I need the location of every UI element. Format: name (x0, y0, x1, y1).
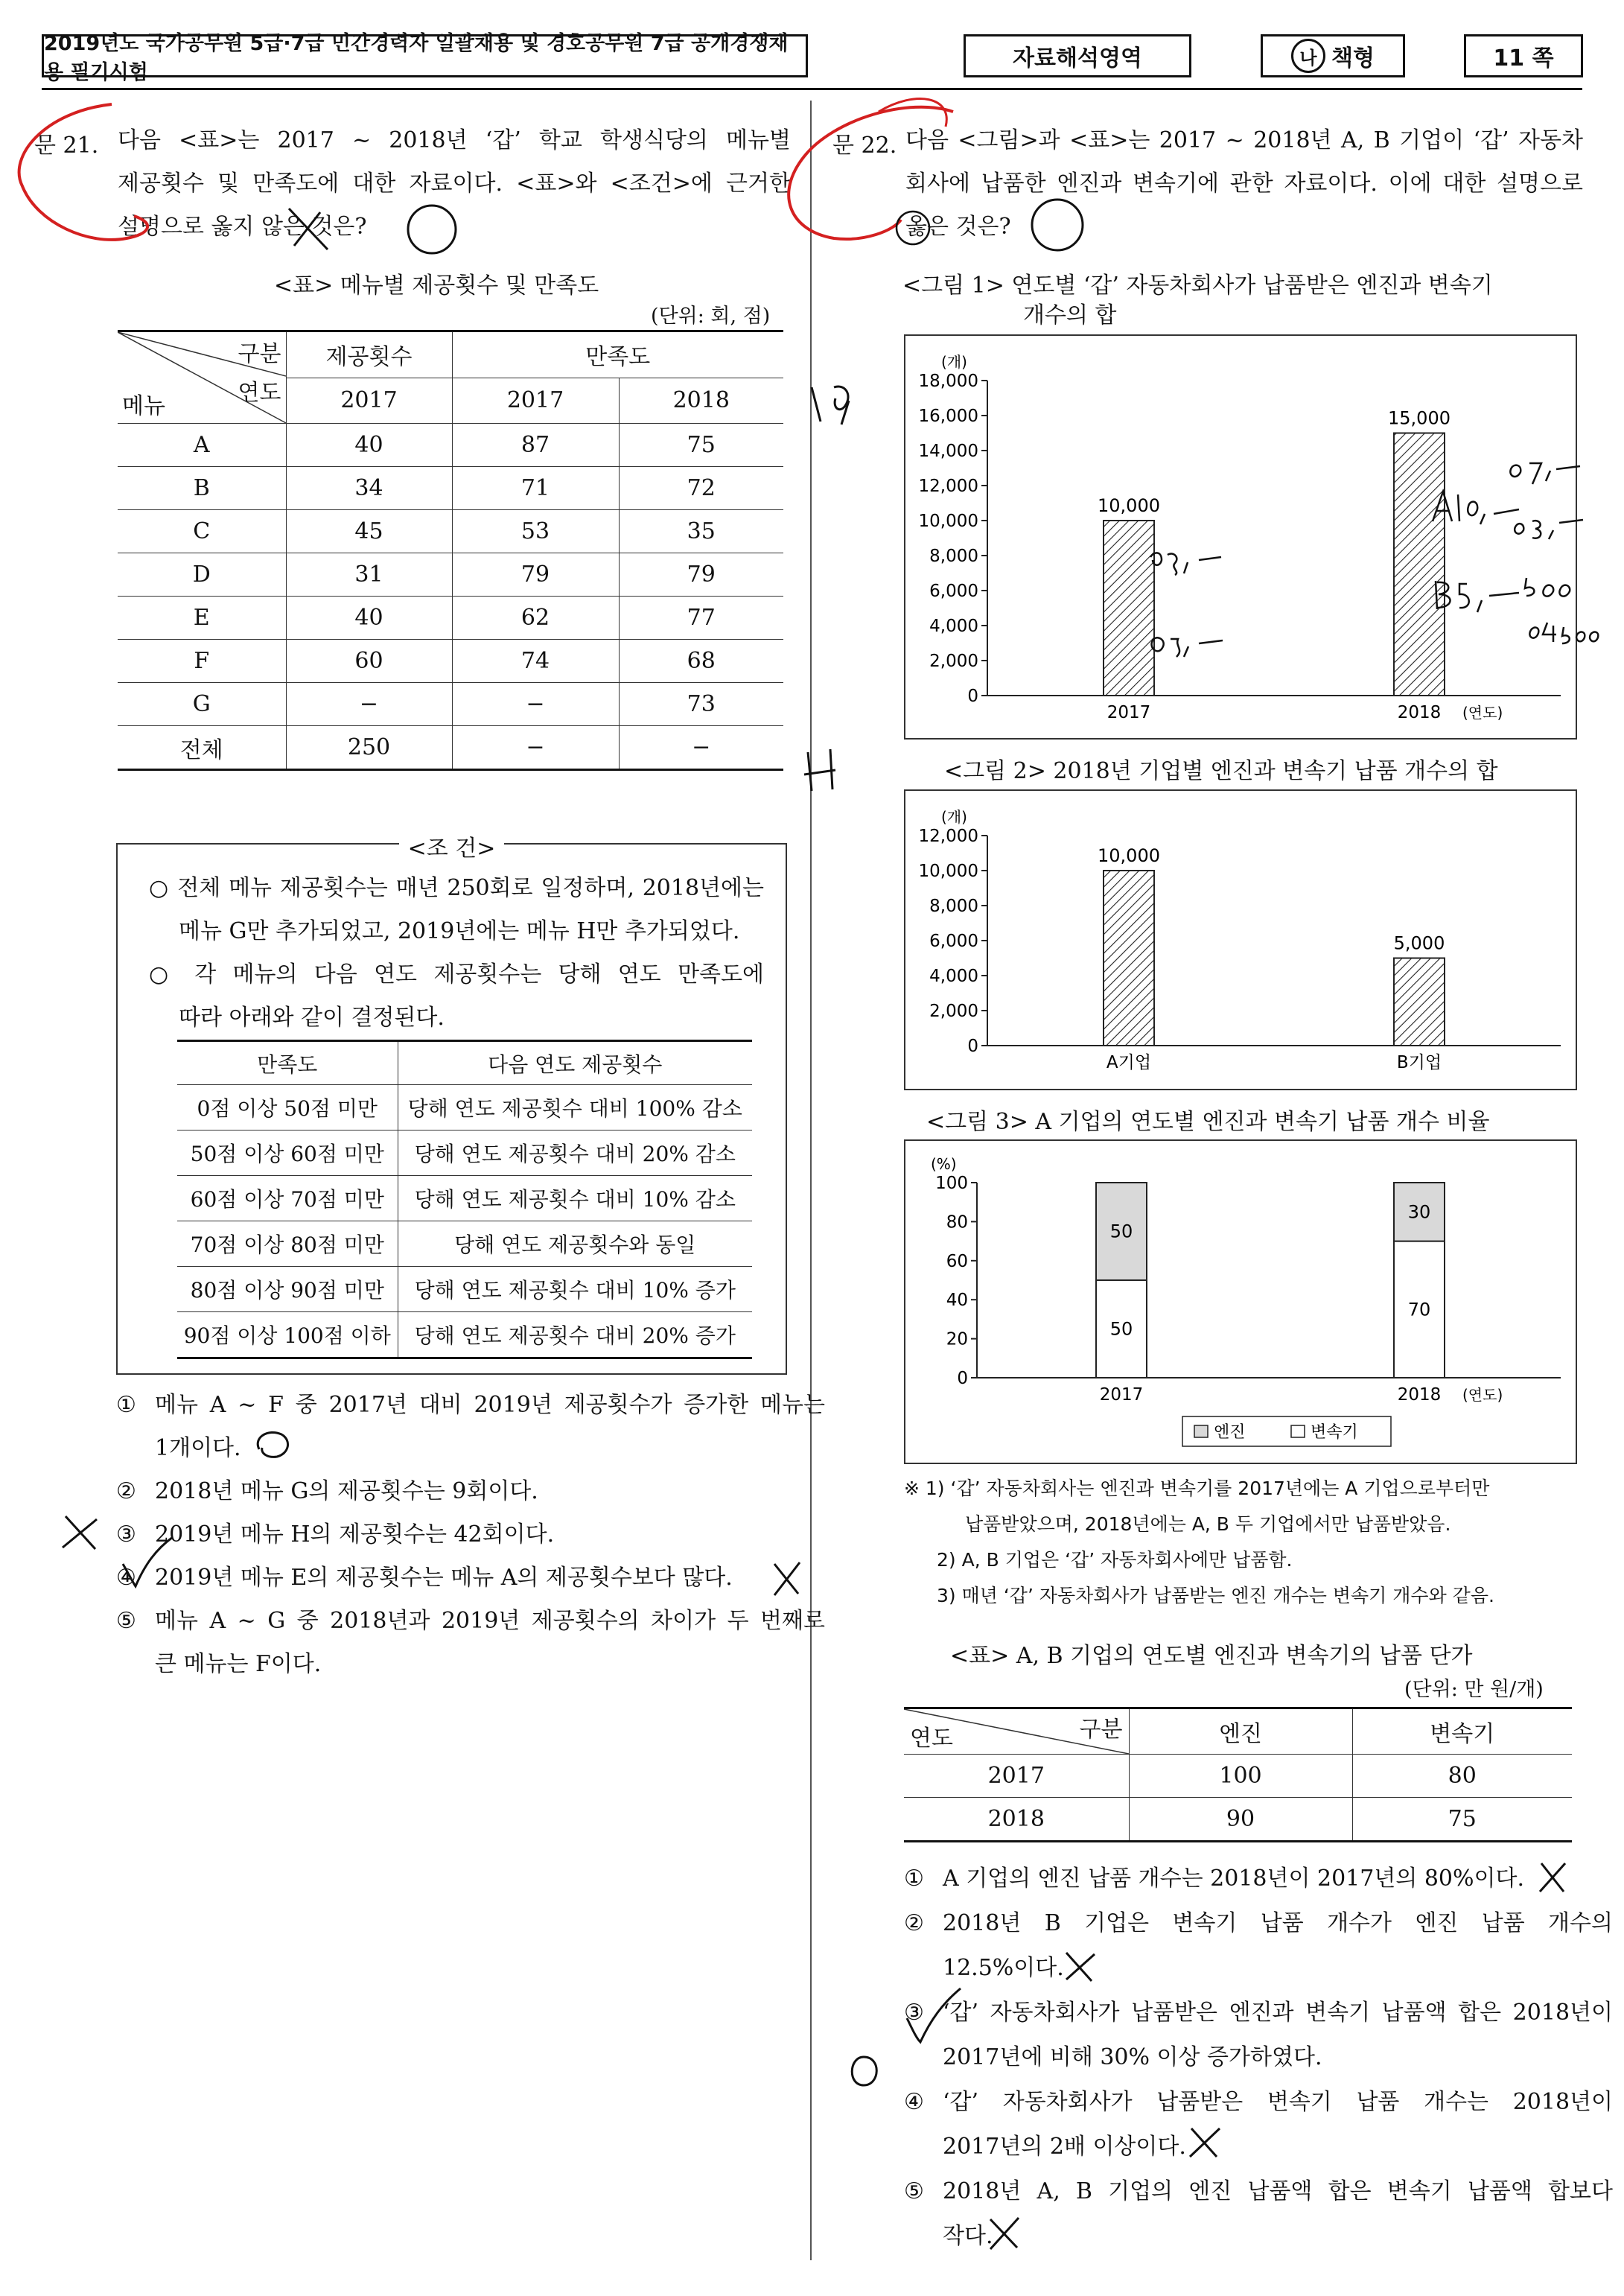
column-divider (810, 101, 812, 2260)
menu-table-row-cell: F (118, 640, 286, 683)
q21-option-4-text[interactable]: 2019년 메뉴 E의 제공횟수는 메뉴 A의 제공횟수보다 많다. (155, 1565, 733, 1591)
corner-label-year: 연도 (910, 1726, 953, 1752)
q21-stem (118, 119, 791, 249)
menu-table-row-cell: C (118, 510, 286, 553)
rule-table-row-cell: 80점 이상 90점 미만 (177, 1267, 398, 1312)
fig1-title: <그림 1> 연도별 ‘갑’ 자동차회사가 납품받은 엔진과 변속기 (902, 273, 1493, 299)
menu-table-row-cell: 77 (619, 597, 783, 640)
legend-label-transmission: 변속기 (1311, 1423, 1358, 1442)
margin-19 (812, 387, 849, 424)
menu-table-row-cell: 68 (619, 640, 783, 683)
menu-table-row-cell: 31 (286, 553, 452, 597)
bar (1394, 958, 1445, 1046)
rule-table-row-cell: 당해 연도 제공횟수 대비 20% 증가 (398, 1312, 752, 1358)
price-table-row-cell: 80 (1352, 1755, 1572, 1798)
rule-table-row-cell: 당해 연도 제공횟수 대비 10% 감소 (398, 1176, 752, 1221)
menu-table-row-cell: 72 (619, 467, 783, 510)
menu-table-row-cell: 74 (452, 640, 619, 683)
q22-option-4-text[interactable]: 2017년의 2배 이상이다. (943, 2134, 1186, 2160)
price-table-row (904, 1798, 1572, 1842)
q22-option-1-num[interactable]: ① (904, 1866, 924, 1892)
q21-option-3-text[interactable]: 2019년 메뉴 H의 제공횟수는 42회이다. (155, 1521, 555, 1548)
menu-table-row (118, 640, 783, 683)
q22-option-2-text[interactable]: 2018년 B 기업은 변속기 납품 개수가 엔진 납품 개수의 (943, 1910, 1613, 1936)
menu-table-row (118, 597, 783, 640)
rule-table-row (177, 1221, 752, 1267)
q22-option-3-num[interactable]: ③ (904, 2000, 924, 2026)
q21-menu-table (118, 330, 783, 771)
y-tick-label: 0 (967, 1037, 978, 1056)
y-tick-label: 8,000 (929, 897, 978, 916)
y-tick-label: 6,000 (929, 582, 978, 601)
q21-table-corner (118, 331, 286, 424)
bar-value-label: 50 (1109, 1318, 1133, 1340)
rule-table-row-cell: 당해 연도 제공횟수 대비 20% 감소 (398, 1130, 752, 1176)
q22-stem-line: 회사에 납품한 엔진과 변속기에 관한 자료이다. 이에 대한 설명으로 (905, 171, 1583, 197)
year-header: 2017 (286, 378, 452, 423)
fig1-chart (904, 334, 1577, 740)
x-tick-label: A기업 (1106, 1053, 1152, 1072)
fig-note-3: 3) 매년 ‘갑’ 자동차회사가 납품받는 엔진 개수는 변속기 개수와 같음. (937, 1585, 1494, 1606)
year-header: 2018 (619, 378, 783, 423)
menu-table-row (118, 726, 783, 770)
x-axis-unit: (연도) (1462, 704, 1503, 722)
menu-table-row (118, 510, 783, 553)
bar-value-label: 30 (1407, 1201, 1431, 1223)
price-table-row-cell: 90 (1129, 1798, 1352, 1842)
y-tick-label: 2,000 (929, 652, 978, 671)
unit-label: (개) (941, 353, 967, 371)
menu-table-row-cell: 79 (619, 553, 783, 597)
booklet-mark: 나 (1291, 39, 1325, 73)
header-rule (42, 88, 1582, 90)
menu-table-row (118, 467, 783, 510)
menu-table-row-cell: − (452, 726, 619, 770)
q21-stem-line: 설명으로 옳지 않은 것은? (118, 214, 367, 240)
menu-table-row-cell: 75 (619, 424, 783, 467)
menu-table-row-cell: E (118, 597, 286, 640)
q22-table-title: <표> A, B 기업의 연도별 엔진과 변속기의 납품 단가 (950, 1643, 1473, 1669)
price-table-row-cell: 75 (1352, 1798, 1572, 1842)
rule-table-row (177, 1267, 752, 1312)
bar-value-label: 10,000 (1098, 845, 1160, 866)
fig2-title: <그림 2> 2018년 기업별 엔진과 변속기 납품 개수의 합 (944, 758, 1498, 784)
rule-table-row-cell: 당해 연도 제공횟수 대비 100% 감소 (398, 1085, 752, 1130)
bar-value-label: 70 (1407, 1299, 1431, 1320)
bar (1104, 871, 1154, 1046)
margin-H (804, 749, 835, 791)
q22-price-table (904, 1707, 1572, 1842)
menu-table-row (118, 683, 783, 726)
q22-stem (905, 119, 1583, 249)
q21-stem-line: 제공횟수 및 만족도에 대한 자료이다. <표>와 <조건>에 근거한 (118, 171, 791, 197)
page-number-box (1464, 34, 1583, 77)
x-axis-unit: (연도) (1462, 1386, 1503, 1404)
menu-table-row-cell: 73 (619, 683, 783, 726)
unit-label: (개) (941, 808, 967, 826)
q22-stem-line: 옳은 것은? (905, 214, 1011, 240)
q22-option-2-num[interactable]: ② (904, 1910, 924, 1936)
menu-table-row-cell: G (118, 683, 286, 726)
menu-table-row-cell: 34 (286, 467, 452, 510)
legend-swatch-transmission (1291, 1425, 1305, 1437)
rule-table-row-cell: 90점 이상 100점 이하 (177, 1312, 398, 1358)
menu-table-row-cell: 62 (452, 597, 619, 640)
rule-table-row (177, 1085, 752, 1130)
menu-table-row-cell: 60 (286, 640, 452, 683)
q21-stem-line: 다음 <표>는 2017 ~ 2018년 ‘갑’ 학교 학생식당의 메뉴별 (118, 127, 791, 153)
col-engine: 엔진 (1129, 1708, 1352, 1755)
x-tick-label: B기업 (1396, 1053, 1442, 1072)
price-table-row-cell: 2018 (904, 1798, 1129, 1842)
menu-table-row-cell: 250 (286, 726, 452, 770)
bar-value-label: 15,000 (1388, 407, 1451, 429)
subject-box (964, 34, 1191, 77)
q21-table-unit: (단위: 회, 점) (651, 305, 771, 328)
rule-table-row (177, 1130, 752, 1176)
q21-option-5-text[interactable]: 메뉴 A ~ G 중 2018년과 2019년 제공횟수의 차이가 두 번째로 (155, 1608, 825, 1634)
menu-table-row-cell: D (118, 553, 286, 597)
rule-head: 다음 연도 제공횟수 (398, 1041, 752, 1085)
x-tick-label: 2017 (1099, 1385, 1144, 1405)
q22-option-5-text[interactable]: 2018년 A, B 기업의 엔진 납품액 합은 변속기 납품액 합보다 (943, 2178, 1613, 2204)
rule-table-row-cell: 당해 연도 제공횟수 대비 10% 증가 (398, 1267, 752, 1312)
corner-label-category: 구분 (1079, 1717, 1123, 1743)
q22-option-5-text[interactable]: 작다. (943, 2223, 993, 2249)
corner-label-year: 연도 (238, 380, 281, 406)
y-tick-label: 16,000 (918, 407, 978, 426)
y-tick-label: 20 (946, 1329, 968, 1349)
y-tick-label: 0 (957, 1369, 968, 1388)
q21-option-2-num[interactable]: ② (116, 1478, 136, 1504)
q21-option-1-text[interactable]: 1개이다. (155, 1435, 241, 1461)
menu-table-row-cell: 71 (452, 467, 619, 510)
q21-option-3-num[interactable]: ③ (116, 1521, 136, 1548)
y-tick-label: 10,000 (918, 862, 978, 881)
exam-title-text: 2019년도 국가공무원 5급·7급 민간경력자 일괄채용 및 경호공무원 7급 공개경쟁채용 필기시험 (44, 32, 789, 84)
q21-option-1-num[interactable]: ① (116, 1392, 136, 1418)
unit-label: (%) (931, 1155, 957, 1173)
legend-swatch-engine (1194, 1425, 1208, 1437)
rule-table-row-cell: 50점 이상 60점 미만 (177, 1130, 398, 1176)
menu-table-row-cell: A (118, 424, 286, 467)
y-tick-label: 8,000 (929, 547, 978, 566)
menu-table-row-cell: 79 (452, 553, 619, 597)
q22-table-corner (904, 1708, 1129, 1755)
menu-table-row-cell: − (452, 683, 619, 726)
q21-table-title: <표> 메뉴별 제공횟수 및 만족도 (274, 273, 599, 299)
y-tick-label: 6,000 (929, 932, 978, 951)
condition-line: 따라 아래와 같이 결정된다. (179, 1005, 445, 1031)
menu-table-row-cell: − (619, 726, 783, 770)
menu-table-row-cell: 35 (619, 510, 783, 553)
bar-value-label: 10,000 (1098, 495, 1160, 516)
q22-stem-line: 다음 <그림>과 <표>는 2017 ~ 2018년 A, B 기업이 ‘갑’ 자동차 (905, 127, 1583, 153)
conditions-text (149, 867, 764, 1040)
y-tick-label: 60 (946, 1251, 968, 1271)
rule-head: 만족도 (177, 1041, 398, 1085)
bar-value-label: 50 (1109, 1221, 1133, 1242)
q21-number: 문 21. (34, 133, 99, 159)
q22-option-2-text[interactable]: 12.5%이다. (943, 1955, 1064, 1981)
col-group-satisfaction: 만족도 (452, 331, 783, 378)
rule-table-row (177, 1176, 752, 1221)
y-tick-label: 80 (946, 1212, 968, 1233)
page-number: 11 쪽 (1493, 45, 1554, 71)
rule-table-row-cell: 당해 연도 제공횟수와 동일 (398, 1221, 752, 1267)
rule-table-row-cell: 70점 이상 80점 미만 (177, 1221, 398, 1267)
condition-line: ○ 각 메뉴의 다음 연도 제공횟수는 당해 연도 만족도에 (149, 961, 764, 988)
q21-option-4-num[interactable]: ④ (116, 1565, 136, 1591)
q22-option-1-text[interactable]: A 기업의 엔진 납품 개수는 2018년이 2017년의 80%이다. (943, 1866, 1525, 1892)
menu-table-row-cell: 87 (452, 424, 619, 467)
x-tick-label: 2018 (1397, 1385, 1442, 1405)
corner-label-menu: 메뉴 (122, 393, 165, 419)
q21-conditions-box (116, 836, 787, 1375)
y-tick-label: 2,000 (929, 1002, 978, 1021)
subject-text: 자료해석영역 (1013, 45, 1142, 71)
conditions-title: <조 건> (118, 830, 786, 862)
fig3-chart (904, 1139, 1577, 1464)
rule-table-row (177, 1312, 752, 1358)
col-transmission: 변속기 (1352, 1708, 1572, 1755)
y-tick-label: 40 (946, 1291, 968, 1311)
y-tick-label: 12,000 (918, 827, 978, 846)
year-header: 2017 (452, 378, 619, 423)
q22-option-4-num[interactable]: ④ (904, 2089, 924, 2115)
q22-margin-zero (852, 2057, 876, 2085)
fig-note-1b: 납품받았으며, 2018년에는 A, B 두 기업에서만 납품받았음. (965, 1513, 1451, 1535)
q21-opt3-x (63, 1516, 97, 1549)
y-tick-label: 10,000 (918, 512, 978, 531)
menu-table-row-cell: B (118, 467, 286, 510)
fig-note-1: ※ 1) ‘갑’ 자동차회사는 엔진과 변속기를 2017년에는 A 기업으로부터만 (904, 1478, 1490, 1499)
q22-option-3-text[interactable]: ‘갑’ 자동차회사가 납품받은 엔진과 변속기 납품액 합은 2018년이 (943, 2000, 1613, 2026)
menu-table-row-cell: 45 (286, 510, 452, 553)
condition-line: 메뉴 G만 추가되었고, 2019년에는 메뉴 H만 추가되었다. (179, 918, 740, 944)
q22-number: 문 22. (832, 133, 897, 159)
y-tick-label: 4,000 (929, 967, 978, 986)
y-tick-label: 4,000 (929, 617, 978, 636)
q21-option-5-num[interactable]: ⑤ (116, 1608, 136, 1634)
fig2-chart (904, 789, 1577, 1090)
price-table-row-cell: 100 (1129, 1755, 1352, 1798)
col-group-count: 제공횟수 (286, 331, 452, 378)
menu-table-row-cell: 40 (286, 597, 452, 640)
q21-option-2-text[interactable]: 2018년 메뉴 G의 제공횟수는 9회이다. (155, 1478, 538, 1504)
q21-rule-table (177, 1040, 752, 1359)
menu-table-row (118, 553, 783, 597)
rule-table-row-cell: 0점 이상 50점 미만 (177, 1085, 398, 1130)
q22-table-unit: (단위: 만 원/개) (1404, 1678, 1544, 1701)
bar-value-label: 5,000 (1393, 932, 1445, 954)
fig1-title-2: 개수의 합 (1023, 302, 1117, 328)
price-table-row (904, 1755, 1572, 1798)
q21-option-1-text[interactable]: 메뉴 A ~ F 중 2017년 대비 2019년 제공횟수가 증가한 메뉴는 (155, 1392, 825, 1418)
x-tick-label: 2018 (1397, 703, 1442, 722)
rule-table-row-cell: 60점 이상 70점 미만 (177, 1176, 398, 1221)
menu-table-row-cell: 40 (286, 424, 452, 467)
menu-table-row (118, 424, 783, 467)
menu-table-row-cell: − (286, 683, 452, 726)
q22-option-4-text[interactable]: ‘갑’ 자동차회사가 납품받은 변속기 납품 개수는 2018년이 (943, 2089, 1613, 2115)
y-tick-label: 18,000 (918, 372, 978, 391)
bar (1104, 521, 1154, 696)
legend-label-engine: 엔진 (1214, 1423, 1246, 1442)
menu-table-row-cell: 전체 (118, 726, 286, 770)
booklet-box (1261, 34, 1405, 77)
fig-note-2: 2) A, B 기업은 ‘갑’ 자동차회사에만 납품함. (937, 1549, 1293, 1571)
exam-title (42, 32, 808, 84)
fig3-title: <그림 3> A 기업의 연도별 엔진과 변속기 납품 개수 비율 (926, 1109, 1490, 1135)
price-table-row-cell: 2017 (904, 1755, 1129, 1798)
q22-option-3-text[interactable]: 2017년에 비해 30% 이상 증가하였다. (943, 2044, 1322, 2070)
y-tick-label: 14,000 (918, 442, 978, 461)
condition-line: ○ 전체 메뉴 제공횟수는 매년 250회로 일정하며, 2018년에는 (149, 875, 764, 901)
y-tick-label: 0 (967, 687, 978, 706)
menu-table-row-cell: 53 (452, 510, 619, 553)
y-tick-label: 12,000 (918, 477, 978, 496)
q21-option-5-text[interactable]: 큰 메뉴는 F이다. (155, 1651, 322, 1677)
x-tick-label: 2017 (1106, 703, 1151, 722)
corner-label-category: 구분 (238, 341, 281, 367)
booklet-text: 책형 (1331, 45, 1375, 71)
bar (1394, 433, 1445, 696)
q22-option-5-num[interactable]: ⑤ (904, 2178, 924, 2204)
y-tick-label: 100 (935, 1174, 968, 1193)
